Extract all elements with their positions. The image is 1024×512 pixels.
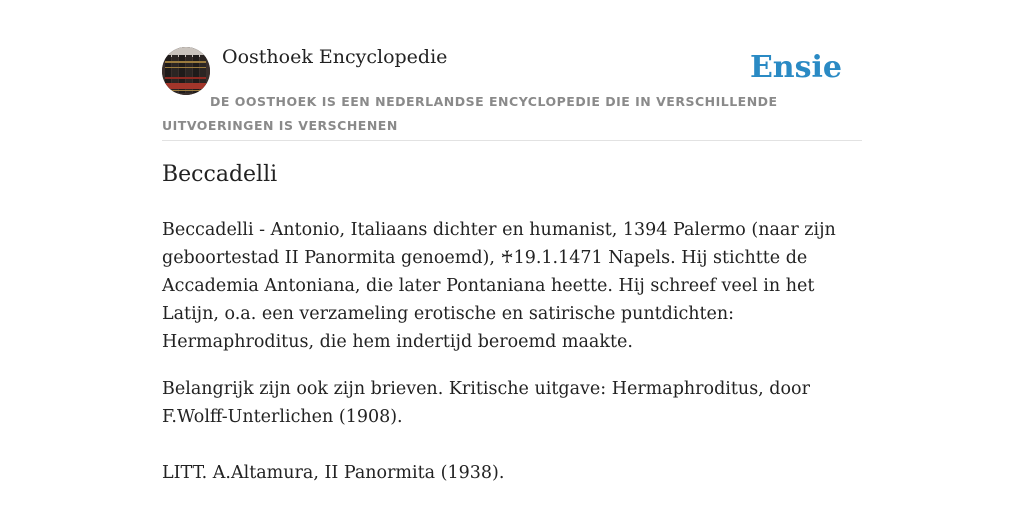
encyclopedia-books-icon[interactable]: [162, 47, 210, 95]
literature-reference: LITT. A.Altamura, II Panormita (1938).: [162, 463, 505, 483]
article-paragraph: Beccadelli - Antonio, Italiaans dichter en humanist, 1394 Palermo (naar zijn geboortestad II Panormita genoemd), ♰19.1.1471 Napels. Hij stichtte de Accademia Antoniana, die later Pontaniana heette. Hij schreef veel in het Latijn, o.a. een verzameling erotische en satirische puntdichten: Hermaphroditus, die hem indertijd beroemd maakte.: [162, 220, 836, 352]
article-title: Beccadelli: [162, 162, 278, 187]
article-paragraph: Belangrijk zijn ook zijn brieven. Kritische uitgave: Hermaphroditus, door F.Wolff-Unterlichen (1908).: [162, 379, 810, 427]
page: [162, 0, 862, 483]
ensie-logo[interactable]: Ensie: [749, 50, 842, 85]
header: [162, 0, 862, 141]
site-title-link[interactable]: Oosthoek Encyclopedie: [222, 46, 448, 68]
site-tagline: DE OOSTHOEK IS EEN NEDERLANDSE ENCYCLOPEDIE DIE IN VERSCHILLENDE UITVOERINGEN IS VERSCHENEN: [162, 94, 778, 133]
